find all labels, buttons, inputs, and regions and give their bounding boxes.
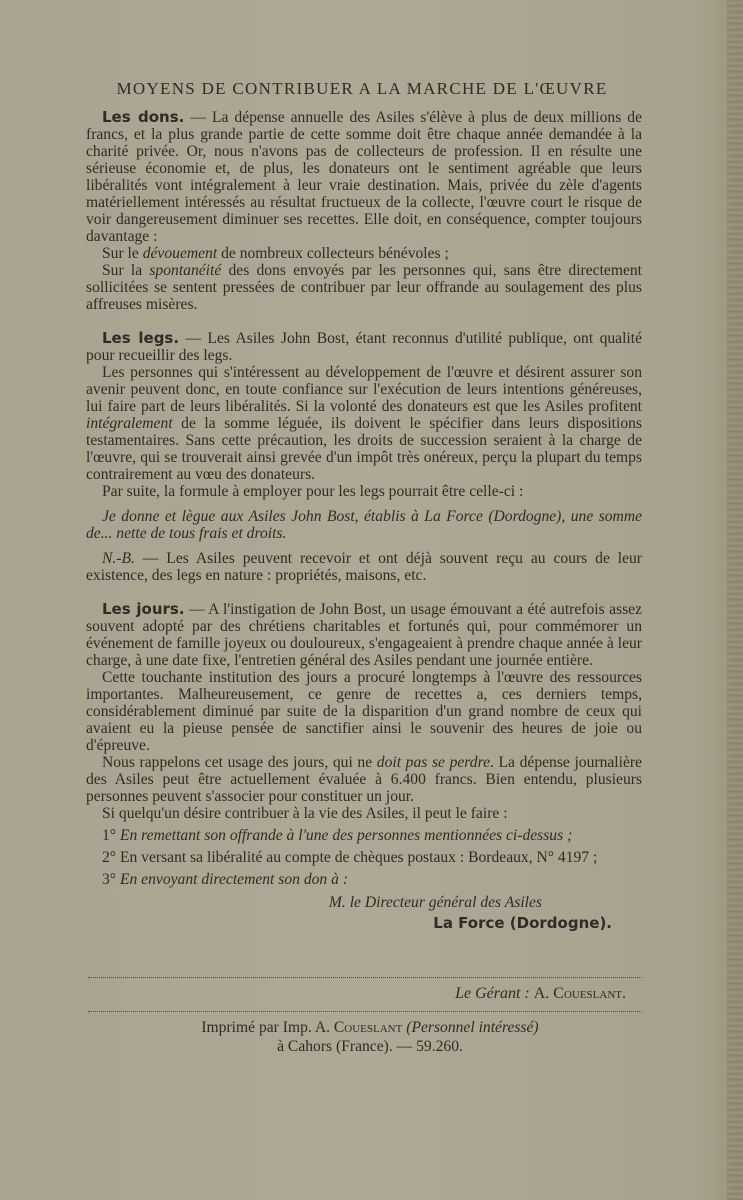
dons-paragraph-2: Sur le dévouement de nombreux collecteurs bénévoles ; xyxy=(102,245,449,262)
section-jours: Les jours. — A l'instigation de John Bost, un usage émouvant a été autrefois assez souvent adopté par des chrétiens charitables et fortunés qui, pour commémorer un événement de famille joyeux ou douloureux, s'engageaient à prendre chaque année à leur charge, à une date fixe, l'entretien général des Asiles pendant une journée entière. xyxy=(86,600,642,669)
imprint-line-1: Imprimé par Imp. A. Coueslant (Personnel intéressé) xyxy=(201,1019,539,1036)
dons-paragraph-3: Sur la spontanéité des dons envoyés par les personnes qui, sans être directement sollicitées se sentent pressées de contribuer par leur offrande au soulagement des plus affreuses misères. xyxy=(86,262,642,313)
imprint xyxy=(110,1018,630,1056)
legs-paragraph-3: Par suite, la formule à employer pour les legs pourrait être celle-ci : xyxy=(102,483,524,500)
legs-nota-bene: N.-B. — Les Asiles peuvent recevoir et ont déjà souvent reçu au cours de leur existence, des legs en nature : propriétés, maisons, etc. xyxy=(86,550,642,584)
dons-text-1: — La dépense annuelle des Asiles s'élève à plus de deux millions de francs, et la plus grande partie de cette somme doit être chaque année demandée à la charité privée. Or, nous n'avons pas de collecteurs de profession. Il en résulte une sérieuse économie et, de plus, les donateurs ont le sentiment agréable que leurs libéralités vont intégralement à leur vraie destination. Mais, privée du zèle d'agents matériellement intéressés au résultat fructueux de la collecte, l'œuvre court le risque de voir dangereusement diminuer ses recettes. Elle doit, en conséquence, compter toujours davantage : xyxy=(86,109,642,245)
gerant-line: Le Gérant : A. Coueslant. xyxy=(455,985,626,1002)
address-line-1: M. le Directeur général des Asiles xyxy=(328,894,542,911)
legs-paragraph-2: Les personnes qui s'intéressent au développement de l'œuvre et désirent assurer son avenir peuvent donc, en toute confiance sur l'exécution de leurs intentions généreuses, lui faire part de leurs libéralités. Si la volonté des donateurs est que les Asiles profitent intégralement de la somme léguée, ils doivent le spécifier dans leurs dispositions testamentaires. Sans cette précaution, les droits de succession seraient à la charge de l'œuvre, qui se trouverait ainsi grevée d'un impôt très onéreux, perçu la plupart du temps contrairement au vœu des donateurs. xyxy=(86,364,642,483)
list-item-2: 2° En versant sa libéralité au compte de chèques postaux : Bordeaux, N° 4197 ; xyxy=(102,849,598,866)
section-legs: Les legs. — Les Asiles John Bost, étant reconnus d'utilité publique, ont qualité pour recueillir des legs. xyxy=(86,329,643,364)
heading-jours: Les jours. xyxy=(102,600,185,618)
heading-dons: Les dons. xyxy=(102,108,185,126)
divider-top xyxy=(88,977,642,978)
heading-legs: Les legs. xyxy=(102,329,180,347)
page-edge-shadow xyxy=(727,0,743,1200)
jours-paragraph-3: Nous rappelons cet usage des jours, qui ne doit pas se perdre. La dépense journalière des Asiles peut être actuellement évaluée à 6.400 francs. Bien entendu, plusieurs personnes peuvent s'associer pour constituer un jour. xyxy=(86,754,642,805)
address-line-2: La Force (Dordogne). xyxy=(433,914,612,932)
page-title: MOYENS DE CONTRIBUER A LA MARCHE DE L'ŒUVRE xyxy=(116,79,608,98)
list-item-1: 1° En remettant son offrande à l'une des personnes mentionnées ci-dessus ; xyxy=(102,827,573,844)
legs-formula: Je donne et lègue aux Asiles John Bost, établis à La Force (Dordogne), une somme de... nette de tous frais et droits. xyxy=(86,508,642,542)
section-dons xyxy=(86,109,642,245)
document-body xyxy=(86,80,642,932)
jours-paragraph-4: Si quelqu'un désire contribuer à la vie des Asiles, il peut le faire : xyxy=(102,805,508,822)
list-item-3: 3° En envoyant directement son don à : xyxy=(102,871,349,888)
imprint-line-2: à Cahors (France). — 59.260. xyxy=(277,1038,463,1055)
divider-bottom xyxy=(88,1011,642,1012)
jours-paragraph-2: Cette touchante institution des jours a procuré longtemps à l'œuvre des ressources importantes. Malheureusement, ce genre de recettes a, ces derniers temps, considérablement diminué par suite de la disparition d'un grand nombre de ceux qui avaient eu la pieuse pensée de sanctifier ainsi le souvenir des heures de joie ou d'épreuve. xyxy=(86,669,642,754)
